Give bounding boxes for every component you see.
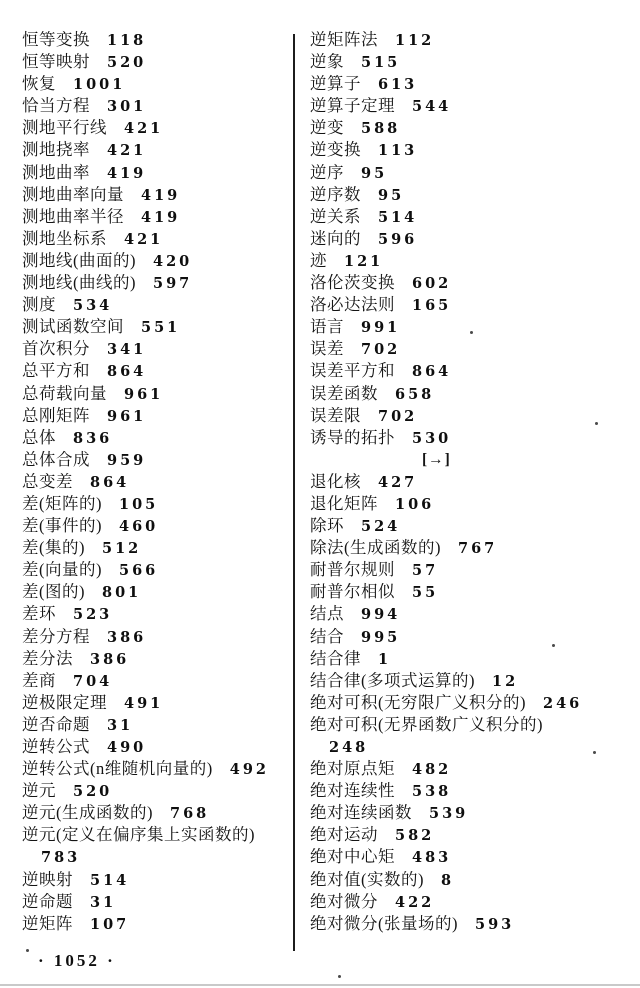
term-text: 绝对微分(张量场的) xyxy=(310,913,458,933)
page-reference: 246 xyxy=(543,694,583,712)
term-text: 误差平方和 xyxy=(310,361,395,381)
page-reference: 538 xyxy=(412,783,452,801)
page-reference: 768 xyxy=(170,805,210,823)
page-reference: 658 xyxy=(395,385,435,403)
term-text: 差(事件的) xyxy=(22,516,102,536)
term-text: 逆变 xyxy=(310,118,344,138)
index-entry xyxy=(310,250,638,272)
term-text: 差环 xyxy=(22,604,56,624)
term-text: 洛必达法则 xyxy=(310,295,395,315)
index-entry xyxy=(22,272,290,294)
page-reference: 597 xyxy=(153,275,193,293)
page-reference: 515 xyxy=(361,54,401,72)
page-reference: 961 xyxy=(124,385,164,403)
term-text: 逆序 xyxy=(310,162,344,182)
page-reference: 544 xyxy=(412,98,452,116)
page-reference: 118 xyxy=(107,32,147,49)
page-reference: 539 xyxy=(429,805,469,823)
page-reference: 602 xyxy=(412,275,452,293)
page-reference: 105 xyxy=(119,495,159,513)
term-text: 测试函数空间 xyxy=(22,317,124,337)
term-text: 差分法 xyxy=(22,648,73,668)
index-entry xyxy=(22,515,290,537)
page-reference: 31 xyxy=(107,716,134,734)
index-entry xyxy=(310,294,638,316)
term-text: 测地曲率向量 xyxy=(22,184,124,204)
term-text: 逆映射 xyxy=(22,869,73,889)
term-text: 逆命题 xyxy=(22,891,73,911)
index-entry xyxy=(22,581,290,603)
term-text: 逆算子定理 xyxy=(310,96,395,116)
index-entry xyxy=(22,736,290,758)
term-text: 结合 xyxy=(310,626,344,646)
term-text: 语言 xyxy=(310,317,344,337)
term-text: 恰当方程 xyxy=(22,96,90,116)
index-column-left xyxy=(22,29,290,935)
term-text: 逆转公式 xyxy=(22,737,90,756)
term-text: 误差限 xyxy=(310,405,361,425)
term-text: 测地坐标系 xyxy=(22,228,107,248)
term-text: 绝对可积(无穷限广义积分的) xyxy=(310,692,526,712)
index-entry xyxy=(22,824,290,846)
index-entry xyxy=(310,648,638,670)
page-reference: 31 xyxy=(90,893,117,911)
index-entry xyxy=(310,714,638,736)
index-entry xyxy=(310,228,638,250)
page-reference: 112 xyxy=(395,32,435,49)
term-text: 逆变换 xyxy=(310,140,361,160)
index-entry-continuation xyxy=(310,736,638,758)
index-entry xyxy=(310,559,638,581)
page-reference: 386 xyxy=(90,650,130,668)
section-marker-label: [→] xyxy=(422,450,451,468)
page-reference: 1001 xyxy=(73,76,126,94)
page-reference: 524 xyxy=(361,518,401,536)
index-entry xyxy=(22,603,290,625)
index-entry xyxy=(22,714,290,736)
scan-speck xyxy=(595,422,598,425)
page-reference: 596 xyxy=(378,230,418,248)
index-entry xyxy=(22,338,290,360)
page-reference: 512 xyxy=(102,540,142,558)
index-entry xyxy=(310,405,638,427)
term-text: 恒等变换 xyxy=(22,30,90,49)
scan-speck xyxy=(26,949,29,952)
term-text: 误差函数 xyxy=(310,383,378,403)
page-reference: 419 xyxy=(107,164,147,182)
page-reference: 422 xyxy=(395,893,435,911)
term-text: 绝对连续性 xyxy=(310,781,395,801)
term-text: 总荷载向量 xyxy=(22,383,107,403)
page-reference: 959 xyxy=(107,451,147,469)
index-entry xyxy=(310,338,638,360)
page-reference: 588 xyxy=(361,120,401,138)
index-entry xyxy=(310,780,638,802)
term-text: 逆元(生成函数的) xyxy=(22,803,153,823)
page-reference: 514 xyxy=(378,208,418,226)
page-reference: 864 xyxy=(90,473,130,491)
index-entry xyxy=(22,648,290,670)
term-text: 逆序数 xyxy=(310,184,361,204)
index-entry xyxy=(22,95,290,117)
index-entry xyxy=(22,891,290,913)
index-entry xyxy=(310,581,638,603)
index-entry xyxy=(310,139,638,161)
page-reference: 165 xyxy=(412,297,452,315)
page-reference: 801 xyxy=(102,584,142,602)
page-reference: 121 xyxy=(344,252,384,270)
index-entry-continuation xyxy=(22,846,290,868)
index-entry xyxy=(22,206,290,228)
scan-speck xyxy=(470,331,473,334)
page-reference: 248 xyxy=(329,739,369,756)
page-reference: 566 xyxy=(119,562,159,580)
index-entry xyxy=(310,913,638,935)
term-text: 除环 xyxy=(310,516,344,536)
term-text: 结点 xyxy=(310,604,344,624)
page-reference: 1 xyxy=(378,650,392,668)
index-entry xyxy=(310,162,638,184)
page-reference: 55 xyxy=(412,584,439,602)
term-text: 测地挠率 xyxy=(22,140,90,160)
index-entry xyxy=(22,471,290,493)
index-entry xyxy=(22,294,290,316)
page-reference: 490 xyxy=(107,739,147,756)
term-text: 绝对中心矩 xyxy=(310,847,395,867)
term-text: 差商 xyxy=(22,670,56,690)
index-entry xyxy=(310,272,638,294)
term-text: 测地曲率半径 xyxy=(22,206,124,226)
index-entry xyxy=(22,29,290,51)
index-entry xyxy=(310,603,638,625)
scan-speck xyxy=(593,751,596,754)
page-reference: 57 xyxy=(412,562,439,580)
page-reference: 864 xyxy=(412,363,452,381)
index-entry xyxy=(310,29,638,51)
term-text: 绝对值(实数的) xyxy=(310,869,424,889)
term-text: 结合律 xyxy=(310,648,361,668)
term-text: 绝对连续函数 xyxy=(310,803,412,823)
term-text: 逆关系 xyxy=(310,206,361,226)
term-text: 总变差 xyxy=(22,471,73,491)
index-entry xyxy=(22,139,290,161)
term-text: 绝对可积(无界函数广义积分的) xyxy=(310,714,543,734)
page-reference: 783 xyxy=(41,849,81,867)
term-text: 迷向的 xyxy=(310,228,361,248)
index-entry xyxy=(22,405,290,427)
page-reference: 523 xyxy=(73,606,113,624)
index-entry xyxy=(310,316,638,338)
scan-bottom-edge xyxy=(0,984,640,986)
page-reference: 421 xyxy=(107,142,147,160)
term-text: 逆矩阵法 xyxy=(310,30,378,49)
term-text: 测地线(曲面的) xyxy=(22,250,136,270)
term-text: 测地曲率 xyxy=(22,162,90,182)
page-reference: 483 xyxy=(412,849,452,867)
page-reference: 836 xyxy=(73,429,113,447)
page-reference: 702 xyxy=(378,407,418,425)
index-entry xyxy=(310,869,638,891)
page-reference: 551 xyxy=(141,319,181,337)
term-text: 差(矩阵的) xyxy=(22,493,102,513)
term-text: 耐普尔规则 xyxy=(310,560,395,580)
page-reference: 991 xyxy=(361,319,401,337)
page-reference: 107 xyxy=(90,915,130,933)
term-text: 绝对原点矩 xyxy=(310,759,395,779)
page-reference: 421 xyxy=(124,230,164,248)
index-entry xyxy=(22,250,290,272)
scan-speck xyxy=(338,975,341,978)
index-entry xyxy=(22,184,290,206)
page-reference: 460 xyxy=(119,518,159,536)
page-reference: 534 xyxy=(73,297,113,315)
index-entry xyxy=(310,493,638,515)
page-reference: 961 xyxy=(107,407,147,425)
term-text: 除法(生成函数的) xyxy=(310,538,441,558)
page-reference: 95 xyxy=(378,186,405,204)
term-text: 逆元 xyxy=(22,781,56,801)
term-text: 结合律(多项式运算的) xyxy=(310,670,475,690)
index-entry xyxy=(22,316,290,338)
page-reference: 113 xyxy=(378,142,418,160)
page-reference: 530 xyxy=(412,429,452,447)
index-entry xyxy=(310,95,638,117)
term-text: 恢复 xyxy=(22,74,56,94)
index-entry xyxy=(22,626,290,648)
index-column-right xyxy=(310,29,638,935)
index-entry xyxy=(22,427,290,449)
page-reference: 420 xyxy=(153,252,193,270)
index-entry xyxy=(310,360,638,382)
page-reference: 702 xyxy=(361,341,401,359)
index-entry xyxy=(310,824,638,846)
term-text: 恒等映射 xyxy=(22,52,90,72)
page-reference: 514 xyxy=(90,871,130,889)
index-entry xyxy=(310,184,638,206)
page-reference: 12 xyxy=(492,672,519,690)
term-text: 误差 xyxy=(310,339,344,359)
term-text: 逆否命题 xyxy=(22,714,90,734)
index-entry xyxy=(22,383,290,405)
term-text: 总体 xyxy=(22,427,56,447)
term-text: 首次积分 xyxy=(22,339,90,359)
term-text: 耐普尔相似 xyxy=(310,582,395,602)
term-text: 逆矩阵 xyxy=(22,913,73,933)
index-entry xyxy=(22,670,290,692)
index-entry xyxy=(22,162,290,184)
index-entry xyxy=(22,869,290,891)
index-entry xyxy=(310,515,638,537)
page-number-footer: · 1052 · xyxy=(38,951,116,970)
index-entry xyxy=(310,802,638,824)
index-entry xyxy=(310,846,638,868)
page-reference: 419 xyxy=(141,186,181,204)
scan-speck xyxy=(552,644,555,647)
page-reference: 421 xyxy=(124,120,164,138)
page-reference: 482 xyxy=(412,761,452,779)
term-text: 迹 xyxy=(310,250,327,270)
term-text: 逆算子 xyxy=(310,74,361,94)
index-entry xyxy=(22,228,290,250)
index-entry xyxy=(310,383,638,405)
term-text: 总刚矩阵 xyxy=(22,405,90,425)
index-entry xyxy=(310,51,638,73)
page-reference: 593 xyxy=(475,915,515,933)
index-entry xyxy=(22,802,290,824)
index-entry xyxy=(310,73,638,95)
page-reference: 427 xyxy=(378,473,418,491)
index-entry xyxy=(310,758,638,780)
term-text: 逆转公式(n维随机向量的) xyxy=(22,759,213,779)
term-text: 逆象 xyxy=(310,52,344,72)
page-reference: 419 xyxy=(141,208,181,226)
page-reference: 704 xyxy=(73,672,113,690)
term-text: 差(集的) xyxy=(22,538,85,558)
index-entry xyxy=(22,51,290,73)
index-entry xyxy=(22,493,290,515)
index-entry xyxy=(310,206,638,228)
term-text: 总平方和 xyxy=(22,361,90,381)
term-text: 绝对微分 xyxy=(310,891,378,911)
page-reference: 341 xyxy=(107,341,147,359)
term-text: 测地平行线 xyxy=(22,118,107,138)
index-entry xyxy=(22,913,290,935)
index-entry xyxy=(310,626,638,648)
term-text: 差(图的) xyxy=(22,582,85,602)
page-reference: 301 xyxy=(107,98,147,116)
page-reference: 520 xyxy=(73,783,113,801)
index-entry xyxy=(310,670,638,692)
page-reference: 613 xyxy=(378,76,418,94)
index-entry xyxy=(22,758,290,780)
index-entry xyxy=(310,427,638,449)
page-reference: 106 xyxy=(395,495,435,513)
section-marker xyxy=(310,449,638,471)
index-entry xyxy=(22,117,290,139)
term-text: 测地线(曲线的) xyxy=(22,273,136,293)
index-entry xyxy=(310,891,638,913)
term-text: 总体合成 xyxy=(22,449,90,469)
term-text: 差(向量的) xyxy=(22,560,102,580)
term-text: 测度 xyxy=(22,295,56,315)
term-text: 退化矩阵 xyxy=(310,493,378,513)
index-entry xyxy=(22,537,290,559)
term-text: 差分方程 xyxy=(22,626,90,646)
index-entry xyxy=(310,537,638,559)
index-entry xyxy=(22,360,290,382)
page-reference: 492 xyxy=(229,761,270,779)
index-entry xyxy=(22,449,290,471)
page-reference: 386 xyxy=(107,628,147,646)
page-reference: 95 xyxy=(361,164,388,182)
page-reference: 491 xyxy=(124,694,164,712)
page-reference: 864 xyxy=(107,363,147,381)
index-entry xyxy=(22,780,290,802)
page-reference: 520 xyxy=(107,54,147,72)
term-text: 洛伦茨变换 xyxy=(310,273,395,293)
column-divider-rule xyxy=(293,34,295,951)
index-entry xyxy=(310,471,638,493)
page-reference: 8 xyxy=(441,871,455,889)
index-entry xyxy=(22,73,290,95)
index-entry xyxy=(310,117,638,139)
page-reference: 995 xyxy=(361,628,401,646)
term-text: 逆极限定理 xyxy=(22,692,107,712)
term-text: 诱导的拓扑 xyxy=(310,427,395,447)
page-reference: 994 xyxy=(361,606,401,624)
term-text: 逆元(定义在偏序集上实函数的) xyxy=(22,825,255,845)
term-text: 退化核 xyxy=(310,471,361,491)
page-reference: 582 xyxy=(395,827,435,845)
page-reference: 767 xyxy=(458,540,498,558)
index-entry xyxy=(22,559,290,581)
term-text: 绝对运动 xyxy=(310,825,378,845)
index-entry xyxy=(22,692,290,714)
index-entry xyxy=(310,692,638,714)
